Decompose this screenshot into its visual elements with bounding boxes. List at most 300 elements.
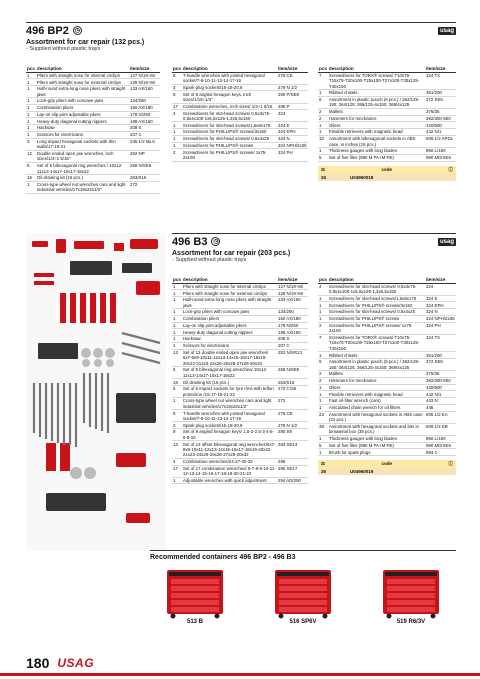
code-label: code <box>381 166 393 172</box>
cell-pcs: 3 <box>172 84 182 91</box>
cell-pcs: 1 <box>172 342 182 349</box>
cell-item: 188 AX/160 <box>129 118 160 125</box>
cell-desc: Combination wrenches, inch sizes/ 1/4÷1 5/16 <box>182 103 277 110</box>
cell-item: 263/S16 <box>277 379 308 386</box>
b3-product-photo <box>26 233 166 551</box>
cell-item: 351/200 <box>425 352 456 359</box>
cell-desc: Set of 8 angled hexagon keys, inch sizes/1/16÷1/4" <box>182 91 277 103</box>
cell-desc: Set of 9 angled hexagon keys/ 1,5-2-2,5-3-4-5-6-8-10 <box>182 429 277 441</box>
cell-item: 285 P <box>277 103 308 110</box>
table-row <box>318 377 456 384</box>
cell-item: 128 N/19÷60 <box>129 79 160 86</box>
cell-desc: Flexible retrievers with magnetic head <box>328 129 425 136</box>
table-row <box>318 96 456 108</box>
cell-item: 324 E <box>277 122 308 129</box>
cell-pcs: 1 <box>318 148 328 155</box>
table-row <box>318 115 456 122</box>
cell-pcs: 7 <box>318 72 328 90</box>
cell-item: 606 1/2 EA <box>425 411 456 423</box>
cell-item: 442 N/1 <box>425 129 456 136</box>
table-row <box>172 297 308 309</box>
table-row <box>172 386 308 398</box>
cell-pcs: 1 <box>318 129 328 136</box>
cell-pcs: 1 <box>318 398 328 405</box>
cell-desc: Scissors for electricians <box>182 342 277 349</box>
table-row <box>318 148 456 155</box>
table-row <box>318 108 456 115</box>
container-label: 516 SP6V <box>289 618 317 625</box>
table-row <box>318 449 456 456</box>
table-row <box>172 349 308 367</box>
cell-item: 235 1/2 MLS <box>129 138 160 150</box>
cell-pcs: 2 <box>318 371 328 378</box>
cell-item: 283 SE13 <box>277 441 308 459</box>
cell-item: 285 SE17 <box>277 465 308 477</box>
table-row <box>172 129 308 136</box>
table-row <box>172 110 308 122</box>
table-row <box>172 422 308 429</box>
table-row <box>172 429 308 441</box>
containers-rule <box>150 550 456 551</box>
cell-pcs: 4 <box>172 458 182 465</box>
cell-pcs: 1 <box>318 90 328 97</box>
tool-assortment-image <box>26 233 166 551</box>
cell-desc: Adjustable wrenches with quick adjustment <box>182 477 277 484</box>
cell-desc: Oilers <box>328 384 425 391</box>
cell-desc: Set of 5 impact sockets for tyre rims with teflon protection /15-17-19-21-22 <box>182 386 277 398</box>
table-row <box>172 410 308 422</box>
cell-item: 134/250 <box>129 98 160 105</box>
cell-desc: Hacksaw <box>182 336 277 343</box>
table-row <box>26 72 160 79</box>
cell-item: 606 1/2 APDL <box>425 135 456 147</box>
cell-desc: Spark plug sockets/16-18-20,8 <box>182 422 277 429</box>
table-row <box>172 336 308 343</box>
cell-pcs: 1 <box>318 352 328 359</box>
table-row <box>172 91 308 103</box>
cell-item: 134/250 <box>277 309 308 316</box>
bp2-subtitle: Assortment for car repair (132 pcs.) <box>26 38 145 46</box>
cell-pcs: 17 <box>172 465 182 477</box>
b3-table-2: pcs description item/size 4 Screwdrivers for slot-head screws/ 0,5x3x75-0,8x4x100-1x5,5x125-1,2x6,5x150 324 1 Screwdrivers for slot-head screws/1,6x8x175 324 E 1 Screwdrivers for PHILLIPS® screws/3x150 324 EPH 1 Screwdrivers for slot-head screws/ 0,8x4x25 324 N 1 Screwdrivers for PHILLIPS® screws 324 NPH/2x35 2 Screwdrivers for PHILLIPS® screws/ 1x75-2x100 324 PH 7 Screwdrivers for TORX® screws/ T10x75-T15x75-T20x100-T25x100-T27x100-T30x125-T40x150 324 TX 1 Ribbed chisels 351/200 6 Assortment in plastic pouch (6 pcs.) / 362/125-150; 364/125; 366/125-4x150; 368/4x125 372 SE6 2 Mallets 376/35 2 Hammers for mechanics 382/300-500 1 Oilers 420/500 1 Flexible retrievers with magnetic head 442 N/1 1 Fast oil-filter wrench (cars) 443 N 1 Articulated chain wrench for oil filters 445 23 Assortment with hexagonal sockets in ABS case (23 pcs.) 606 1/2 EA 38 Assortment with hexagonal sockets and bits in bimaterial box (38 pcs.) 609 1/4 EB 1 Thickness gauges with long blades 966 L/160 5 Set of five files (990 M PA+M PE) 990 MD/SE5 1 Brush for spark plugs 993 C <box>319 277 455 455</box>
cell-item: 270 C/S5 <box>277 386 308 398</box>
table-row <box>172 315 308 322</box>
cell-desc: Mallets <box>328 108 425 115</box>
cell-desc: Ribbed chisels <box>328 352 425 359</box>
cell-pcs: 2 <box>318 377 328 384</box>
cell-pcs: 1 <box>318 309 328 316</box>
tool-cabinet-image <box>161 567 229 619</box>
table-row <box>172 441 308 459</box>
table-row <box>26 125 160 132</box>
cell-item: 324 E <box>425 295 456 302</box>
cell-desc: Screwdrivers for slot-head screws/ 0,8x4x25 <box>328 309 425 316</box>
cell-pcs: 1 <box>26 125 36 132</box>
cell-desc: Screwdrivers for slot-head screws/ 0,8x4x25 <box>182 135 277 142</box>
cell-desc: Assortment with hexagonal sockets and bits in bimaterial box (38 pcs.) <box>328 423 425 435</box>
tool-cabinet-image <box>269 567 337 619</box>
cell-item: 993 C <box>425 449 456 456</box>
cell-pcs: 1 <box>26 111 36 118</box>
table-row <box>318 423 456 435</box>
table-row <box>26 111 160 118</box>
cell-desc: Thickness gauges with long blades <box>328 435 425 442</box>
table-row <box>172 290 308 297</box>
cell-item: 208 S <box>277 336 308 343</box>
cell-pcs: 38 <box>318 423 328 435</box>
cell-desc: Lock-grip pliers with concave jaws <box>36 98 129 105</box>
cell-pcs: 1 <box>26 118 36 125</box>
cell-item: 990 MD/SE5 <box>425 154 456 161</box>
table-row <box>318 384 456 391</box>
cell-item: 178 N/250 <box>277 322 308 329</box>
cell-desc: Pliers with straight nose for external circlips <box>182 290 277 297</box>
bp2-table-1: pcs description item/size 1 Pliers with straight nose for internal circlips 127 N/19÷60 1 Pliers with straight nose for external circlips 128 N/19÷60 1 Half-round extra-long nose pliers with straight jaws 133 AX/160 1 Lock-grip pliers with concave jaws 134/250 1 Combination pliers 150 AX/180 1 Lay-on slip-joint adjustable pliers 178 N/250 1 Heavy-duty diagonal cutting nippers 188 AX/160 1 Hacksaw 208 S 1 Scissors for electricians 207 C 3 Long impact hexagonal sockets with thin walls/17-19-21 235 1/2 MLS 12 Double ended open jaw wrenches, inch sizes/1/4÷1 5/16" 252 NP 5 Set of 5 bihexagonal ring wrenches / 10x12-11x13-14x17-16x17-18x22 258 N/SE5 16 Oil draining kit (16 pcs.) 263/S16 1 Cross-type wheel nut wrenches cars and light industrial vehicles/17x19x22x1/2" 272 <box>26 66 160 194</box>
cell-pcs: 1 <box>26 131 36 138</box>
cell-pcs: 1 <box>172 283 182 290</box>
cell-pcs: 12 <box>26 150 36 162</box>
tool-cabinet-image <box>377 567 445 619</box>
cell-pcs: 1 <box>318 315 328 322</box>
table-row <box>318 435 456 442</box>
table-row <box>318 154 456 161</box>
cell-desc: Hacksaw <box>36 125 129 132</box>
table-row <box>26 104 160 111</box>
table-row <box>172 283 308 290</box>
table-row <box>318 129 456 136</box>
cell-item: 276 CE <box>277 72 308 84</box>
cell-pcs: 1 <box>26 104 36 111</box>
cell-desc: T-handle wrenches with jointed hexagonal socket/7-8-10-11-13-14-17-19 <box>182 72 277 84</box>
brand-badge: usag <box>439 238 454 245</box>
cell-pcs: 1 <box>172 309 182 316</box>
b3-code: U04960019 <box>350 469 374 475</box>
cell-pcs: 1 <box>318 295 328 302</box>
cell-item: 382/300-500 <box>425 115 456 122</box>
cell-desc: Screwdrivers for PHILLIPS® screws <box>182 142 277 149</box>
cell-pcs: 2 <box>318 115 328 122</box>
table-row <box>318 352 456 359</box>
cell-item: 279 N 1/2 <box>277 422 308 429</box>
table-row <box>26 150 160 162</box>
table-row <box>318 398 456 405</box>
container-label: 519 R6/3V <box>396 618 426 625</box>
footer <box>0 654 480 676</box>
cell-pcs: 2 <box>172 149 182 161</box>
table-row <box>172 342 308 349</box>
table-row <box>318 122 456 129</box>
bp2-title <box>26 25 82 37</box>
table-row <box>172 465 308 477</box>
table-row <box>318 404 456 411</box>
table-row <box>26 138 160 150</box>
cell-pcs: 1 <box>172 477 182 484</box>
bp2-col1 <box>26 66 160 194</box>
cell-item: 150 AX/180 <box>277 315 308 322</box>
cell-item: 128 N/19÷60 <box>277 290 308 297</box>
weight-icon: ⚖ <box>321 461 326 467</box>
bp2-code: U04960018 <box>350 174 374 180</box>
cell-desc: Pliers with straight nose for external circlips <box>36 79 129 86</box>
cell-item: 966 L/160 <box>425 435 456 442</box>
cell-item: 324 TX <box>425 334 456 352</box>
cell-desc: Screwdrivers for PHILLIPS® screws/3x150 <box>328 302 425 309</box>
cell-desc: Pliers with straight nose for internal circlips <box>182 283 277 290</box>
cell-desc: Screwdrivers for slot-head screws/ 0,5x3x75-0,8x4x100-1x5,5x125-1,2x6,5x150 <box>182 110 277 122</box>
cell-pcs: 1 <box>172 329 182 336</box>
bp2-col3 <box>318 66 456 181</box>
cell-desc: Pliers with straight nose for internal circlips <box>36 72 129 79</box>
cell-pcs: 1 <box>26 72 36 79</box>
cell-item: 294 AD/250 <box>277 477 308 484</box>
cell-pcs: 23 <box>318 411 328 423</box>
cell-desc: Mallets <box>328 371 425 378</box>
cell-item: 276 CE <box>277 410 308 422</box>
table-row <box>318 302 456 309</box>
cell-item: 127 N/19÷60 <box>277 283 308 290</box>
b3-title-text: 496 B3 <box>172 235 208 248</box>
cell-item: 420/500 <box>425 122 456 129</box>
cell-desc: Fast oil-filter wrench (cars) <box>328 398 425 405</box>
table-row <box>26 98 160 105</box>
cell-desc: Flexible retrievers with magnetic head <box>328 391 425 398</box>
table-row <box>26 181 160 193</box>
table-row <box>26 162 160 174</box>
containers-section <box>150 550 456 625</box>
b3-kg: 35 <box>321 469 327 475</box>
cell-item: 324 EPH <box>277 129 308 136</box>
cell-item: 272 <box>277 398 308 410</box>
cell-item: 258 N/SE5 <box>129 162 160 174</box>
cell-desc: Screwdrivers for PHILLIPS® screws/ 1x75-2x100 <box>182 149 277 161</box>
cell-pcs: 1 <box>172 129 182 136</box>
cell-item: 351/200 <box>425 90 456 97</box>
container-item <box>366 567 456 625</box>
cell-desc: Lay-on slip-joint adjustable pliers <box>182 322 277 329</box>
cell-pcs: 1 <box>172 336 182 343</box>
cell-item: 252 N/SR13 <box>277 349 308 367</box>
cell-item: 324 <box>277 110 308 122</box>
cell-desc: Screwdrivers for slot-head screws/ 0,5x3x75-0,8x4x100-1x5,5x125-1,2x6,5x150 <box>328 283 425 295</box>
cell-desc: Long impact hexagonal sockets with thin walls/17-19-21 <box>36 138 129 150</box>
cell-item: 324 PH <box>425 322 456 334</box>
cell-item: 279 N 1/2 <box>277 84 308 91</box>
cell-pcs: 1 <box>26 79 36 86</box>
cell-item: 208 S <box>129 125 160 132</box>
cell-pcs: 1 <box>172 122 182 129</box>
cell-pcs: 1 <box>318 435 328 442</box>
cell-desc: Screwdrivers for TORX® screws/ T10x75-T15x75-T20x100-T25x100-T27x100-T30x125-T40x150 <box>328 72 425 90</box>
cell-pcs: 4 <box>318 283 328 295</box>
table-row <box>172 309 308 316</box>
cell-desc: Spark plug sockets/16-18-20,8 <box>182 84 277 91</box>
cell-pcs: 4 <box>172 110 182 122</box>
cell-pcs: 6 <box>318 359 328 371</box>
cell-pcs: 1 <box>172 135 182 142</box>
table-row <box>26 79 160 86</box>
table-row <box>172 477 308 484</box>
cell-pcs: 1 <box>172 290 182 297</box>
cell-item: 372 SE6 <box>425 96 456 108</box>
bp2-table-3: pcs description item/size 7 Screwdrivers for TORX® screws/ T10x75-T15x75-T20x100-T25x100-T27x100-T30x125-T40x150 324 TX 1 Ribbed chisels 351/200 6 Assortment in plastic pouch (6 pcs.) / 362/125-150; 364/125; 366/125-4x150; 368/4x125 372 SE6 2 Mallets 376/35 2 Hammers for mechanics 382/300-500 1 Oilers 420/500 1 Flexible retrievers with magnetic head 442 N/1 10 Assortment with bihexagonal sockets in ABS case, in inches (15 pcs.) 606 1/2 APDL 1 Thickness gauges with long blades 966 L/160 5 Set of five files (990 M PA+M PE) 990 MD/SE5 <box>318 66 456 162</box>
cell-desc: Brush for spark plugs <box>328 449 425 456</box>
cell-item: 382/300-500 <box>425 377 456 384</box>
info-icon: ⓘ <box>448 461 453 467</box>
cell-item: 324 NPH/2x35 <box>278 142 307 148</box>
info-icon: ⓘ <box>448 166 453 172</box>
cell-desc: Half-round extra-long nose pliers with straight jaws <box>36 86 129 98</box>
b3-table-1: pcs description item/size 1 Pliers with straight nose for internal circlips 127 N/19÷60 1 Pliers with straight nose for external circlips 128 N/19÷60 1 Half-round extra-long nose pliers with straight jaws 133 AX/160 1 Lock-grip pliers with concave jaws 134/250 1 Combination pliers 150 AX/180 1 Lay-on slip-joint adjustable pliers 178 N/250 1 Heavy-duty diagonal cutting nippers 188 AX/160 1 Hacksaw 208 S 1 Scissors for electricians 207 C 13 Set of 13 double ended open jaw wrenches/ 6x7-8x9-10x11-12x13-14x15-16x17-18x19-20x22-21x23-24x26-25x28-27x29-30x32 252 N/SR13 5 Set of 5 bihexagonal ring wrenches/ 10x12-11x13-14x17-16x17-18x22 258 N/SE5 16 Oil draining kit (16 pcs.) 263/S16 5 Set of 5 impact sockets for tyre rims with teflon protection /15-17-19-21-22 270 C/S5 1 Cross-type wheel nut wrenches cars and light industrial vehicles/17x19x22x1/2" 272 8 T-handle wrenches with jointed hexagonal socket/7-8-10-11-13-14-17-19 276 CE 3 Spark plug sockets/16-18-20,8 279 N 1/2 9 Set of 9 angled hexagon keys/ 1,5-2-2,5-3-4-5-6-8-10 280 S9 13 Set of 13 offset bihexagonal ring wrenches/6x7-8x9-10x11-12x13-14x15-16x17-18x19-20x22-21x23-24x26-25x28-27x29-30x32 283 SE13 4 Combination wrenches/24-27-30-32 285 17 Set of 17 combination wrenches/ 6-7-8-9-10-11-12-13-14-15-16-17-18-19-20-21-22 285 SE17 1 Adjustable wrenches with quick adjustment 294 AD/250 <box>172 277 308 484</box>
bp2-table-2: pcs description item/size 8 T-handle wrenches with jointed hexagonal socket/7-8-10-11-13-14-17-19 276 CE 3 Spark plug sockets/16-18-20,8 279 N 1/2 8 Set of 8 angled hexagon keys, inch sizes/1/16÷1/4" 280 P/SE8 17 Combination wrenches, inch sizes/ 1/4÷1 5/16 285 P 4 Screwdrivers for slot-head screws/ 0,5x3x75-0,8x4x100-1x5,5x125-1,2x6,5x150 324 1 Screwdrivers for slot-head screws/1,6x8x175 324 E 1 Screwdrivers for PHILLIPS® screws/3x150 324 EPH 1 Screwdrivers for slot-head screws/ 0,8x4x25 324 N 1 Screwdrivers for PHILLIPS® screws 324 NPH/2x35 2 Screwdrivers for PHILLIPS® screws/ 1x75-2x100 324 PH <box>173 66 307 161</box>
cell-item: 258 N/SE5 <box>277 367 308 379</box>
cell-item: 150 AX/180 <box>129 104 160 111</box>
cell-pcs: 10 <box>318 135 328 147</box>
cell-pcs: 1 <box>172 398 182 410</box>
table-row <box>172 398 308 410</box>
cell-pcs: 3 <box>26 138 36 150</box>
container-item <box>258 567 348 625</box>
cell-item: 445 <box>425 404 456 411</box>
cell-desc: Heavy-duty diagonal cutting nippers <box>182 329 277 336</box>
cell-desc: Screwdrivers for PHILLIPS® screws/3x150 <box>182 129 277 136</box>
cell-pcs: 5 <box>318 154 328 161</box>
cell-item: 966 L/160 <box>425 148 456 155</box>
cell-pcs: 8 <box>172 410 182 422</box>
bp2-col2 <box>172 66 308 162</box>
cell-desc: Set of five files (990 M PA+M PE) <box>328 442 425 449</box>
cell-pcs: 16 <box>26 175 36 182</box>
cell-desc: Lay-on slip-joint adjustable pliers <box>36 111 129 118</box>
table-row <box>318 283 456 295</box>
table-row <box>318 322 456 334</box>
cell-desc: Set of 5 bihexagonal ring wrenches / 10x12-11x13-14x17-16x17-18x22 <box>36 162 129 174</box>
cell-desc: Combination pliers <box>182 315 277 322</box>
table-row <box>172 122 308 129</box>
cell-pcs: 8 <box>172 91 182 103</box>
cell-pcs: 1 <box>172 297 182 309</box>
cell-pcs: 1 <box>318 449 328 456</box>
cell-desc: Screwdrivers for PHILLIPS® screws/ 1x75-2x100 <box>328 322 425 334</box>
cell-item: 609 1/4 EB <box>425 423 456 435</box>
cell-pcs: 1 <box>318 391 328 398</box>
cell-item: 263/S16 <box>129 175 160 182</box>
cell-pcs: 5 <box>172 386 182 398</box>
table-row <box>172 329 308 336</box>
cell-pcs: 1 <box>318 384 328 391</box>
cell-item: 443 N <box>425 398 456 405</box>
table-row <box>26 86 160 98</box>
cell-desc: Double ended open jaw wrenches, inch sizes/1/4÷1 5/16" <box>36 150 129 162</box>
table-row <box>318 359 456 371</box>
cell-pcs: 5 <box>318 442 328 449</box>
cell-item: 324 NPH/2x35 <box>426 316 455 322</box>
cell-pcs: 1 <box>26 98 36 105</box>
cell-desc: Assortment with bihexagonal sockets in ABS case, in inches (15 pcs.) <box>328 135 425 147</box>
cell-pcs: 5 <box>26 162 36 174</box>
cell-desc: Oil draining kit (16 pcs.) <box>36 175 129 182</box>
cell-pcs: 5 <box>172 367 182 379</box>
containers-row <box>150 567 456 625</box>
cell-item: 990 MD/SE5 <box>425 442 456 449</box>
container-label: 513 B <box>186 618 203 625</box>
cell-desc: Assortment in plastic pouch (6 pcs.) / 362/125-150; 364/125; 366/125-4x150; 368/4x125 <box>328 96 425 108</box>
table-row <box>318 411 456 423</box>
bp2-note: - Supplied without plastic trays <box>26 45 101 52</box>
table-row <box>318 442 456 449</box>
cell-pcs: 16 <box>172 379 182 386</box>
cell-desc: Screwdrivers for slot-head screws/1,6x8x175 <box>328 295 425 302</box>
cell-item: 324 EPH <box>425 302 456 309</box>
cell-desc: Half-round extra-long nose pliers with straight jaws <box>182 297 277 309</box>
cell-desc: Screwdrivers for TORX® screws/ T10x75-T15x75-T20x100-T25x100-T27x100-T30x125-T40x150 <box>328 334 425 352</box>
cell-desc: Screwdrivers for PHILLIPS® screws <box>328 315 425 322</box>
cell-item: 324 <box>425 283 456 295</box>
cell-item: 376/35 <box>425 371 456 378</box>
table-row <box>172 322 308 329</box>
cell-desc: Hammers for mechanics <box>328 115 425 122</box>
cell-pcs: 8 <box>172 72 182 84</box>
cell-desc: Lock-grip pliers with concave jaws <box>182 309 277 316</box>
bp2-header <box>26 22 456 52</box>
cell-pcs: 2 <box>318 322 328 334</box>
brand-badge: usag <box>439 27 454 34</box>
cell-pcs: 1 <box>26 181 36 193</box>
cell-desc: Thickness gauges with long blades <box>328 148 425 155</box>
table-row <box>172 135 308 142</box>
cell-desc: Ribbed chisels <box>328 90 425 97</box>
cell-desc: Articulated chain wrench for oil filters <box>328 404 425 411</box>
cell-desc: Scissors for electricians <box>36 131 129 138</box>
cell-item: 133 AX/160 <box>277 297 308 309</box>
cell-pcs: 1 <box>318 404 328 411</box>
cell-item: 252 NP <box>129 150 160 162</box>
cell-item: 324 N <box>425 309 456 316</box>
cell-item: 376/35 <box>425 108 456 115</box>
table-row <box>172 458 308 465</box>
table-row <box>318 295 456 302</box>
cell-pcs: 1 <box>172 322 182 329</box>
cell-pcs: 13 <box>172 441 182 459</box>
b3-col1 <box>172 277 308 484</box>
table-row <box>318 90 456 97</box>
table-row <box>172 379 308 386</box>
table-row <box>318 135 456 147</box>
cell-pcs: 1 <box>172 142 182 149</box>
cell-pcs: 1 <box>318 122 328 129</box>
table-row <box>318 334 456 352</box>
cell-desc: Oil draining kit (16 pcs.) <box>182 379 277 386</box>
table-row <box>318 309 456 316</box>
table-row <box>26 175 160 182</box>
cell-desc: Hammers for mechanics <box>328 377 425 384</box>
cell-item: 133 AX/160 <box>129 86 160 98</box>
b3-subtitle: Assortment for car repair (203 pcs.) <box>172 249 291 257</box>
cell-desc: Combination wrenches/24-27-30-32 <box>182 458 277 465</box>
cell-desc: Set of 17 combination wrenches/ 6-7-8-9-10-11-12-13-14-15-16-17-18-19-20-21-22 <box>182 465 276 477</box>
table-row <box>318 371 456 378</box>
cell-desc: Oilers <box>328 122 425 129</box>
cell-desc: Screwdrivers for slot-head screws/1,6x8x175 <box>182 122 277 129</box>
cell-desc: Set of 13 double ended open jaw wrenches/ 6x7-8x9-10x11-12x13-14x15-16x17-18x19-20x22-21x23-24x26-25x28-27x29-30x32 <box>182 349 277 367</box>
cell-item: 420/500 <box>425 384 456 391</box>
cell-item: 207 C <box>277 342 308 349</box>
cell-item: 207 C <box>129 131 160 138</box>
cell-item: 372 SE6 <box>425 359 456 371</box>
cell-desc: Set of 5 bihexagonal ring wrenches/ 10x12-11x13-14x17-16x17-18x22 <box>182 367 277 379</box>
cell-pcs: 2 <box>318 108 328 115</box>
table-row <box>318 315 456 322</box>
b3-codebox <box>318 460 456 475</box>
